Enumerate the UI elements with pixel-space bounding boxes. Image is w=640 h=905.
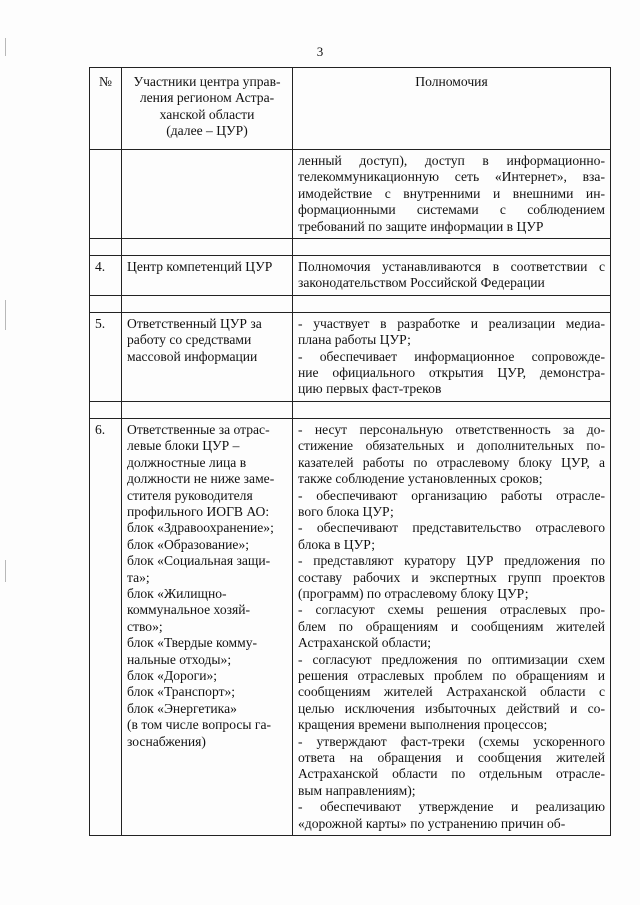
participant-line: блок «Энергетика» [127, 700, 237, 716]
table-header-row [90, 68, 611, 150]
participant-line: блок «Твердые комму- [127, 635, 258, 651]
authority-line: плана работы ЦУР; [298, 332, 411, 348]
authority-line: кращения времени выполнения процессов; [298, 717, 548, 733]
authority-table [89, 67, 611, 836]
participant-line: ство»; [127, 618, 163, 634]
row-spacer [90, 401, 611, 418]
authority-line: вого блока ЦУР; [298, 503, 394, 519]
authority-line: - согласуют предложения по оптимизации схем [298, 651, 605, 667]
participant-line: должности не ниже заме- [127, 471, 275, 487]
authority-line: Астраханской области по отдельным отрасле- [298, 766, 605, 782]
spacer-cell [90, 295, 122, 312]
continuation-number-cell [90, 150, 122, 239]
header-authority: Полномочия [293, 68, 611, 150]
authority-line: - согласуют схемы решения отраслевых про- [298, 602, 605, 618]
row-authority [293, 256, 611, 296]
participant-line: левые блоки ЦУР – [127, 438, 240, 454]
authority-line: - участвует в разработке и реализации медиа- [298, 315, 605, 331]
header-participant-line: ханской области [159, 106, 255, 122]
spacer-cell [293, 239, 611, 256]
table-row [90, 312, 611, 401]
authority-line: казателей работы по отраслевому блоку ЦУР, а [298, 454, 605, 470]
authority-line: формационными системами с соблюдением [298, 202, 605, 218]
authority-line: цию первых фаст-треков [298, 381, 442, 397]
authority-line: составу рабочих и экспертных групп проектов [298, 569, 605, 585]
row-participant [122, 256, 293, 296]
participant-line: зоснабжения) [127, 733, 206, 749]
row-number: 5. [90, 312, 122, 401]
authority-line: законодательством Российской Федерации [298, 275, 545, 291]
authority-line: сообщениям жителей Астраханской области с [298, 684, 605, 700]
page-number: 3 [316, 44, 324, 59]
authority-line: ленный доступ), доступ в информационно- [298, 153, 605, 168]
authority-line: ответа на обращения и сообщения жителей [298, 750, 605, 765]
authority-line: - обеспечивает информационное сопровожде- [298, 348, 605, 364]
authority-line: Полномочия устанавливаются в соответствии с [298, 259, 605, 275]
participant-line: (в том числе вопросы га- [127, 717, 272, 733]
authority-line: (программ) по отраслевому блоку ЦУР; [298, 585, 529, 601]
authority-line: стижение обязательных и дополнительных по- [298, 438, 605, 454]
participant-line: нальные отходы»; [127, 651, 232, 667]
header-number: № [90, 68, 122, 150]
row-participant [122, 418, 293, 835]
participant-line: стителя руководителя [127, 487, 253, 503]
header-participant [122, 68, 293, 150]
scan-edge-mark [5, 300, 6, 330]
participant-line: коммунальное хозяй- [127, 602, 251, 618]
authority-line: целью исключения избыточных действий и со- [298, 700, 605, 716]
spacer-cell [293, 401, 611, 418]
spacer-cell [122, 295, 293, 312]
participant-line: Ответственный ЦУР за [127, 315, 262, 331]
spacer-cell [122, 239, 293, 256]
header-participant-line: ления регионом Астра- [139, 90, 275, 106]
authority-line: вым направлениям); [298, 782, 416, 798]
authority-line: блока в ЦУР; [298, 536, 376, 552]
continuation-row [90, 150, 611, 239]
authority-line: Астраханской области; [298, 635, 432, 651]
authority-line: блем по обращениям и сообщениям жителей [298, 618, 605, 634]
row-participant [122, 312, 293, 401]
table-row [90, 418, 611, 835]
authority-line: - несут персональную ответственность за до- [298, 421, 605, 437]
spacer-cell [90, 401, 122, 418]
authority-line: - утверждают фаст-треки (схемы ускоренного [298, 733, 605, 749]
participant-line: блок «Социальная защи- [127, 553, 271, 569]
participant-line: массовой информации [127, 348, 258, 364]
row-spacer [90, 239, 611, 256]
authority-line: требований по защите информации в ЦУР [298, 218, 544, 234]
table-row [90, 256, 611, 296]
row-spacer [90, 295, 611, 312]
participant-line: Ответственные за отрас- [127, 421, 270, 437]
participant-line: профильного ИОГВ АО: [127, 503, 270, 519]
row-authority [293, 418, 611, 835]
authority-line: также соблюдение установленных сроков; [298, 471, 543, 487]
row-number: 6. [90, 418, 122, 835]
participant-line: блок «Транспорт»; [127, 684, 236, 700]
participant-line: должностные лица в [127, 454, 247, 470]
participant-line: Центр компетенций ЦУР [127, 259, 273, 275]
authority-line: ние официального открытия ЦУР, демонстра- [298, 365, 605, 381]
authority-line: - представляют куратору ЦУР предложения по [298, 553, 605, 569]
scan-edge-mark [5, 560, 6, 582]
participant-line: блок «Дороги»; [127, 667, 218, 683]
spacer-cell [90, 239, 122, 256]
authority-line: - обеспечивают организацию работы отрасле- [298, 487, 605, 503]
row-number: 4. [90, 256, 122, 296]
authority-line: решения отраслевых проблем по обращениям и [298, 667, 605, 683]
authority-line: «дорожной карты» по устранению причин об- [298, 815, 566, 831]
participant-line: блок «Образование»; [127, 536, 250, 552]
continuation-participant-cell [122, 150, 293, 239]
participant-line: та»; [127, 569, 150, 585]
authority-line: телекоммуникационную сеть «Интернет», вза- [298, 169, 605, 185]
header-participant-line: Участники центра управ- [133, 74, 281, 89]
authority-line: - обеспечивают представительство отраслевого [298, 520, 605, 536]
participant-line: блок «Жилищно- [127, 585, 227, 601]
authority-line: имодействие с внутренними и внешними ин- [298, 185, 605, 201]
continuation-authority-cell [293, 150, 611, 239]
spacer-cell [122, 401, 293, 418]
spacer-cell [293, 295, 611, 312]
participant-line: блок «Здравоохранение»; [127, 520, 274, 536]
participant-line: работу со средствами [127, 332, 252, 348]
header-participant-line: (далее – ЦУР) [166, 123, 248, 139]
authority-line: - обеспечивают утверждение и реализацию [298, 799, 605, 815]
row-authority [293, 312, 611, 401]
